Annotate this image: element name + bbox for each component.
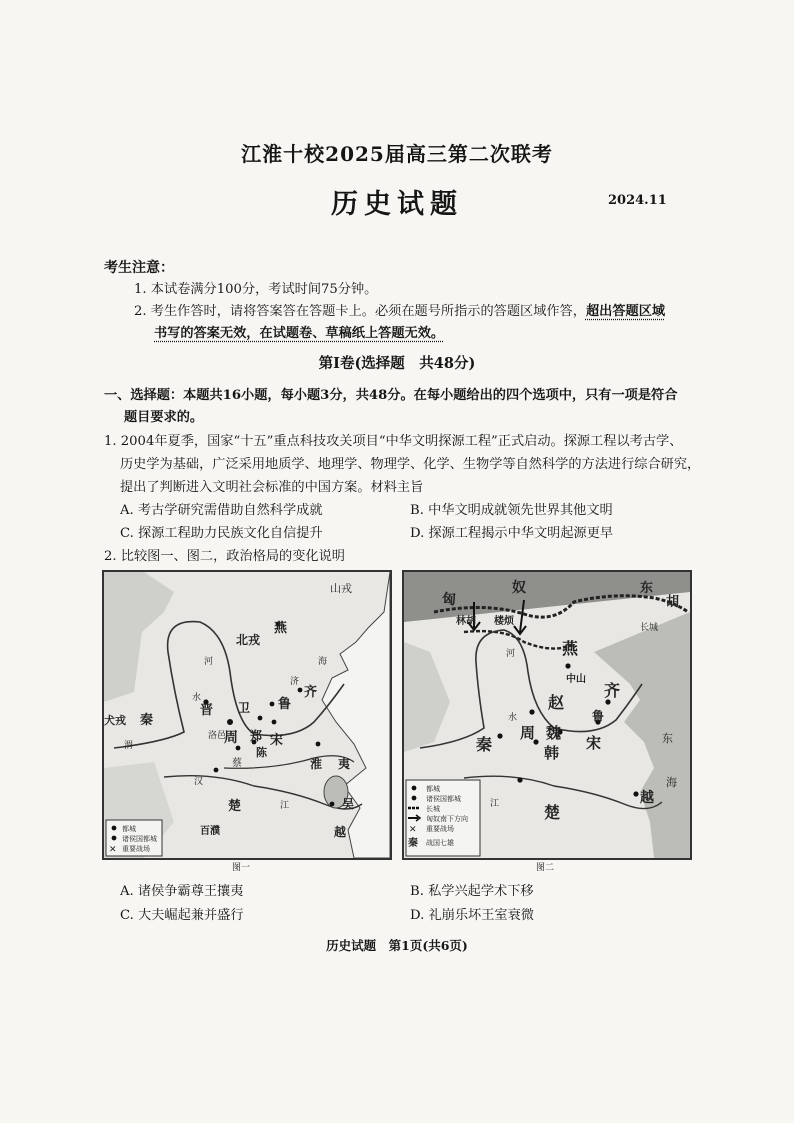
page-footer: 历史试题 第1页(共6页) [326, 938, 468, 953]
map-2-legend-sample: 秦 [408, 838, 418, 849]
map-1-label-yi: 夷 [338, 757, 351, 771]
map-1-label-yue: 越 [334, 825, 347, 839]
map-1-label-chu: 楚 [228, 799, 242, 814]
section-intro-line-1: 一、选择题：本题共16小题，每小题3分，共48分。在每小题给出的四个选项中，只有一项是符合 [104, 388, 678, 403]
map-1-legend-battle-icon: ✕ [109, 845, 117, 855]
map-2-legend-battlefield: 重要战场 [426, 825, 454, 833]
map-2-legend-capital: 都城 [426, 785, 440, 793]
map-1-legend-state-capital: 诸侯国都城 [122, 835, 157, 843]
map-1-plateau [104, 572, 174, 702]
map-1-label-he: 河 [204, 657, 214, 667]
map-2-legend [406, 780, 480, 856]
map-1-label-qi: 齐 [304, 685, 318, 700]
map-2-label-dong: 东 [662, 732, 673, 745]
map-2-label-jiang: 江 [490, 799, 500, 809]
map-1-label-song: 宋 [270, 733, 284, 748]
map-1 [102, 570, 392, 860]
map-1-label-jin: 晋 [200, 703, 214, 718]
map-2-label-zhao: 赵 [548, 693, 565, 712]
map-2-legend-wall: 长城 [426, 805, 440, 813]
map-2-plateau [404, 642, 450, 752]
map-1-svg [104, 572, 390, 858]
map-2-label-hai: 海 [666, 776, 677, 789]
map-1-label-quanrong: 犬戎 [104, 714, 126, 727]
map-2-label-shui: 水 [508, 713, 518, 723]
q1-option-a[interactable]: A. 考古学研究需借助自然科学成就 [120, 503, 323, 518]
map-2-sea [594, 612, 690, 858]
q2-option-d[interactable]: D. 礼崩乐坏王室衰微 [410, 908, 534, 923]
map-1-label-baipu: 百濮 [200, 826, 220, 837]
map-1-label-huai: 淮 [310, 757, 323, 771]
map-2-label-song: 宋 [586, 734, 602, 752]
map-2-legend-state-capital: 诸侯国都城 [426, 795, 461, 803]
map-1-sea [322, 572, 390, 858]
q2-option-a[interactable]: A. 诸侯争霸尊王攘夷 [120, 884, 244, 899]
exam-title: 江淮十校2025届高三第二次联考 [241, 142, 553, 166]
map-1-label-ji: 济 [290, 677, 300, 687]
map-1-label-shanrong: 山戎 [330, 582, 352, 595]
map-2-label-chu: 楚 [544, 803, 561, 822]
map-2-caption: 图二 [536, 863, 555, 873]
map-1-label-shui: 水 [192, 693, 202, 703]
map-1-label-cai: 蔡 [232, 758, 242, 769]
q1-stem-line-3: 提出了判断进入文明社会标准的中国方案。材料主旨 [120, 480, 424, 495]
q1-stem-line-1: 1. 2004年夏季，国家“十五”重点科技攻关项目“中华文明探源工程”正式启动。探源工程以考古学、 [104, 434, 683, 449]
map-2-legend-xiongnu: 匈奴南下方向 [426, 815, 468, 823]
map-1-label-chen: 陈 [256, 746, 267, 759]
map-1-label-zheng: 郑 [250, 729, 263, 743]
notice-item-1: 1. 本试卷满分100分，考试时间75分钟。 [134, 282, 378, 297]
map-1-label-lu: 鲁 [278, 697, 292, 712]
map-2-label-yue: 越 [640, 790, 654, 806]
map-2-label-donghu-a: 东 [640, 581, 654, 596]
map-2-label-linhu: 林胡 [456, 616, 476, 627]
map-1-legend-battlefield: 重要战场 [122, 845, 150, 853]
q1-option-b[interactable]: B. 中华文明成就领先世界其他文明 [410, 503, 613, 518]
map-2-label-changcheng: 长城 [640, 623, 659, 633]
map-2-svg [404, 572, 690, 858]
map-2-label-wei: 魏 [546, 724, 562, 742]
q2-option-c[interactable]: C. 大夫崛起兼并盛行 [120, 908, 244, 923]
q2-stem: 2. 比较图一、图二，政治格局的变化说明 [104, 549, 345, 564]
map-1-label-hai: 海 [318, 657, 328, 667]
map-1-huai-river [224, 756, 354, 769]
subject-title: 历史试题 [331, 189, 463, 220]
map-2-label-xiongnu-b: 奴 [512, 580, 526, 596]
notice-item-2-part-c: 书写的答案无效，在试题卷、草稿纸上答题无效。 [154, 326, 445, 341]
map-1-label-wu: 吴 [342, 797, 355, 811]
map-1-label-beirong: 北戎 [236, 633, 261, 647]
map-2-label-donghu-b: 胡 [666, 595, 680, 610]
notice-item-2-part-a: 2. 考生作答时，请将答案答在答题卡上。必须在题号所指示的答题区域作答， [134, 304, 586, 319]
map-2-label-qi: 齐 [604, 681, 621, 700]
q1-option-c[interactable]: C. 探源工程助力民族文化自信提升 [120, 526, 323, 541]
q2-option-b[interactable]: B. 私学兴起学术下移 [410, 884, 534, 899]
map-1-label-jiang: 江 [280, 801, 290, 811]
notice-item-2 [134, 300, 665, 319]
map-1-label-zhou: 周 [224, 730, 238, 746]
map-1-legend [106, 820, 162, 856]
map-1-label-han: 汉 [194, 777, 204, 787]
map-1-label-wei: 卫 [238, 701, 251, 715]
map-2 [402, 570, 692, 860]
map-2-label-zhongshan: 中山 [566, 674, 586, 685]
map-2-legend-battle-icon: ✕ [409, 825, 417, 835]
q1-stem-line-2: 历史学为基础，广泛采用地质学、地理学、物理学、化学、生物学等自然科学的方法进行综合研究， [120, 457, 701, 472]
map-1-label-wei-river: 渭 [124, 741, 134, 751]
notice-heading: 考生注意： [104, 260, 174, 276]
map-2-label-lu: 鲁 [592, 709, 605, 723]
section-intro-line-2: 题目要求的。 [124, 410, 204, 425]
map-2-label-han: 韩 [544, 744, 560, 762]
map-1-caption: 图一 [232, 863, 251, 873]
map-2-label-qin: 秦 [476, 735, 493, 754]
map-1-label-qin: 秦 [140, 713, 154, 728]
map-1-label-luoyi: 洛邑 [208, 731, 227, 741]
exam-date: 2024.11 [608, 193, 667, 208]
map-2-label-zhou: 周 [520, 724, 536, 742]
q1-option-d[interactable]: D. 探源工程揭示中华文明起源更早 [410, 526, 614, 541]
notice-item-2-part-b: 超出答题区域 [585, 304, 666, 319]
map-2-legend-seven-states: 战国七雄 [426, 839, 454, 847]
section-title: 第Ⅰ卷(选择题 共48分) [318, 355, 476, 372]
map-2-label-he: 河 [506, 649, 516, 659]
map-2-label-loufan: 楼烦 [494, 616, 514, 627]
map-2-label-xiongnu-a: 匈 [442, 592, 456, 608]
map-1-label-yan: 燕 [274, 621, 288, 636]
map-2-label-yan: 燕 [562, 639, 579, 658]
map-1-legend-capital: 都城 [122, 825, 136, 833]
